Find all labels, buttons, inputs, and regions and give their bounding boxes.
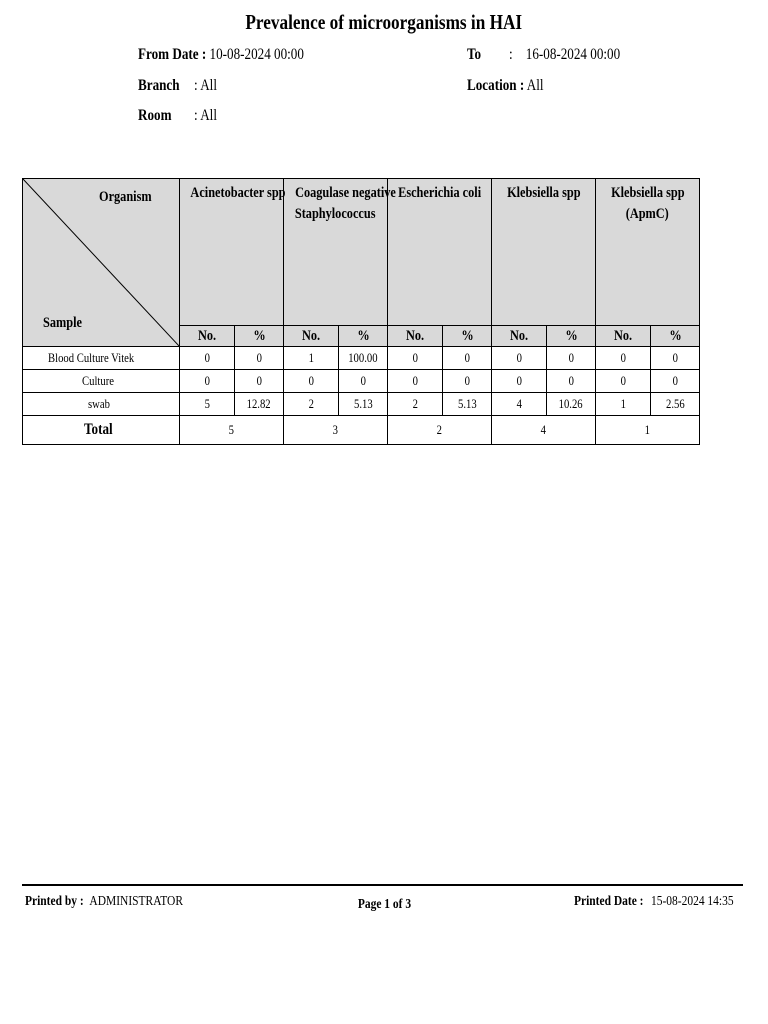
count-cell: 0 <box>492 347 547 370</box>
total-cell: 5 <box>180 416 284 445</box>
branch-value: : All <box>194 77 217 94</box>
count-cell: 0 <box>180 347 235 370</box>
from-date-field <box>138 46 340 64</box>
from-date-value: 10-08-2024 00:00 <box>209 46 304 63</box>
to-date-value-wrap <box>509 46 645 64</box>
percent-cell: 12.82 <box>235 393 284 416</box>
count-header: No. <box>284 326 339 347</box>
count-cell: 0 <box>388 370 443 393</box>
room-label-wrap <box>138 107 179 125</box>
room-value: : All <box>194 107 217 124</box>
count-cell: 0 <box>388 347 443 370</box>
printed-date-value-wrap <box>651 894 752 910</box>
location-field <box>467 77 560 95</box>
branch-value-wrap <box>194 77 222 95</box>
table-row <box>23 370 700 393</box>
printed-date-label-wrap <box>574 894 659 910</box>
percent-header: % <box>547 326 596 347</box>
count-cell: 0 <box>284 370 339 393</box>
percent-cell: 0 <box>235 347 284 370</box>
organism-axis-label: Organism <box>99 189 152 205</box>
total-label: Total <box>23 416 180 445</box>
sample-axis-label: Sample <box>43 315 82 331</box>
total-cell: 4 <box>492 416 596 445</box>
sample-name-cell: swab <box>23 393 180 416</box>
percent-cell: 0 <box>235 370 284 393</box>
to-label: To <box>467 46 482 63</box>
page-number: Page 1 of 3 <box>357 897 411 912</box>
room-value-wrap <box>194 107 222 125</box>
count-cell: 0 <box>492 370 547 393</box>
percent-header: % <box>443 326 492 347</box>
organism-header: Acinetobacter spp <box>180 179 284 326</box>
percent-cell: 100.00 <box>339 347 388 370</box>
count-cell: 1 <box>284 347 339 370</box>
percent-cell: 0 <box>339 370 388 393</box>
count-header: No. <box>180 326 235 347</box>
total-cell: 2 <box>388 416 492 445</box>
total-cell: 3 <box>284 416 388 445</box>
printed-date-value: 15-08-2024 14:35 <box>651 894 734 909</box>
prevalence-table <box>22 178 700 445</box>
percent-cell: 0 <box>443 347 492 370</box>
percent-header: % <box>339 326 388 347</box>
organism-header: Klebsiella spp (ApmC) <box>596 179 700 326</box>
total-row <box>23 416 700 445</box>
from-date-label: From Date : <box>138 46 207 63</box>
percent-cell: 0 <box>547 347 596 370</box>
count-cell: 0 <box>596 370 651 393</box>
percent-cell: 0 <box>547 370 596 393</box>
percent-cell: 0 <box>651 347 700 370</box>
percent-cell: 5.13 <box>443 393 492 416</box>
count-cell: 5 <box>180 393 235 416</box>
printed-date-label: Printed Date : <box>574 894 644 909</box>
count-cell: 1 <box>596 393 651 416</box>
table-corner-header <box>23 179 180 347</box>
organism-header: Escherichia coli <box>388 179 492 326</box>
percent-cell: 2.56 <box>651 393 700 416</box>
percent-cell: 0 <box>651 370 700 393</box>
organism-header: Coagulase negative Staphylococcus <box>284 179 388 326</box>
location-value: All <box>526 77 544 94</box>
table-row <box>23 393 700 416</box>
printed-by-label: Printed by : <box>25 894 84 909</box>
organism-header: Klebsiella spp <box>492 179 596 326</box>
count-cell: 0 <box>180 370 235 393</box>
location-label: Location : <box>467 77 525 94</box>
count-header: No. <box>596 326 651 347</box>
to-date-value: 16-08-2024 00:00 <box>525 46 621 63</box>
to-separator: : <box>509 46 513 63</box>
count-cell: 2 <box>284 393 339 416</box>
percent-header: % <box>651 326 700 347</box>
count-cell: 2 <box>388 393 443 416</box>
room-label: Room <box>138 107 172 124</box>
sample-name-cell: Blood Culture Vitek <box>23 347 180 370</box>
total-cell: 1 <box>596 416 700 445</box>
table-row <box>23 347 700 370</box>
branch-label-wrap <box>138 77 189 95</box>
report-title: Prevalence of microorganisms in HAI <box>245 10 523 34</box>
footer-divider <box>22 884 743 886</box>
percent-cell: 0 <box>443 370 492 393</box>
printed-by-value: ADMINISTRATOR <box>89 894 183 909</box>
percent-cell: 5.13 <box>339 393 388 416</box>
percent-cell: 10.26 <box>547 393 596 416</box>
branch-label: Branch <box>138 77 180 94</box>
percent-header: % <box>235 326 284 347</box>
sample-name-cell: Culture <box>23 370 180 393</box>
to-date-field <box>467 46 484 64</box>
count-header: No. <box>388 326 443 347</box>
count-header: No. <box>492 326 547 347</box>
count-cell: 0 <box>596 347 651 370</box>
count-cell: 4 <box>492 393 547 416</box>
